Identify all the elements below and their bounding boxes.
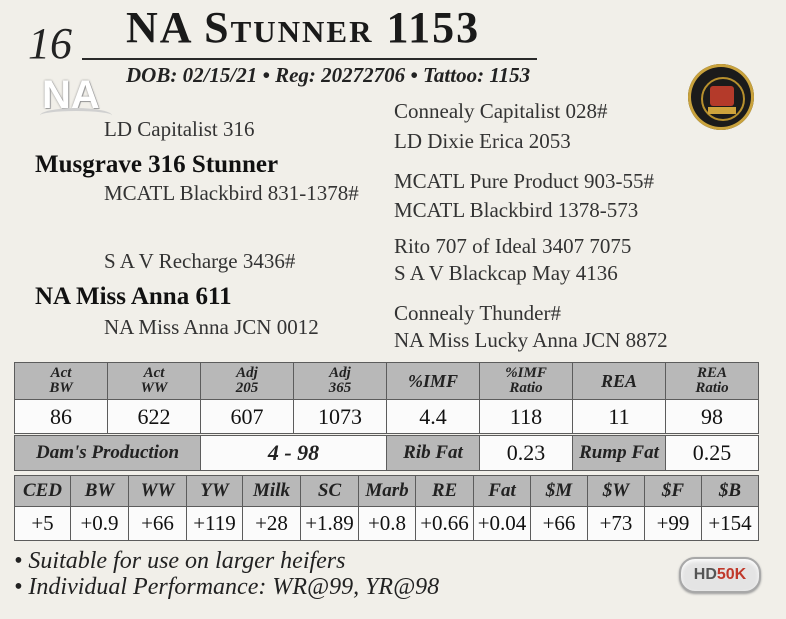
pedigree-sire-sire-sire: Connealy Capitalist 028# bbox=[394, 99, 608, 123]
header-adj-365: Adj 365 bbox=[294, 363, 387, 400]
header-act-bw: Act BW bbox=[15, 363, 108, 400]
epd-value-f: +99 bbox=[645, 507, 702, 541]
hd50k-logo-icon bbox=[679, 557, 761, 593]
rump-fat-value: 0.25 bbox=[666, 436, 759, 471]
seal-emblem bbox=[710, 86, 734, 106]
epd-value-milk: +28 bbox=[243, 507, 301, 541]
value-adj-205: 607 bbox=[201, 400, 294, 434]
performance-value-row bbox=[15, 400, 759, 434]
value-rea: 11 bbox=[573, 400, 666, 434]
lot-number: 16 bbox=[28, 19, 72, 68]
header-act-ww: Act WW bbox=[108, 363, 201, 400]
rib-fat-label: Rib Fat bbox=[387, 436, 480, 471]
header-rea: REA bbox=[573, 363, 666, 400]
value-act-bw: 86 bbox=[15, 400, 108, 434]
note-heifer-use: • Suitable for use on larger heifers bbox=[14, 548, 346, 574]
rump-fat-label: Rump Fat bbox=[573, 436, 666, 471]
breed-seal-icon bbox=[688, 64, 754, 130]
production-table bbox=[14, 435, 759, 471]
epd-header-b: $B bbox=[702, 476, 759, 507]
value-imf: 4.4 bbox=[387, 400, 480, 434]
value-act-ww: 622 bbox=[108, 400, 201, 434]
epd-header-w: $W bbox=[588, 476, 645, 507]
header-imf-ratio: %IMF Ratio bbox=[480, 363, 573, 400]
performance-header-row bbox=[15, 363, 759, 400]
epd-header-re: RE bbox=[416, 476, 474, 507]
epd-value-re: +0.66 bbox=[416, 507, 474, 541]
animal-name: NA Stunner 1153 bbox=[126, 3, 481, 52]
epd-header-bw: BW bbox=[71, 476, 129, 507]
epd-header-row bbox=[15, 476, 759, 507]
epd-header-ced: CED bbox=[15, 476, 71, 507]
pedigree-sire-dam: MCATL Blackbird 831-1378# bbox=[104, 181, 359, 205]
hd50k-logo-hd: HD bbox=[693, 566, 717, 583]
pedigree-dam-dam-sire: Connealy Thunder# bbox=[394, 301, 561, 325]
epd-value-yw: +119 bbox=[187, 507, 243, 541]
epd-value-marb: +0.8 bbox=[359, 507, 416, 541]
epd-table bbox=[14, 475, 759, 541]
epd-value-ww: +66 bbox=[129, 507, 187, 541]
epd-header-ww: WW bbox=[129, 476, 187, 507]
epd-header-yw: YW bbox=[187, 476, 243, 507]
epd-header-marb: Marb bbox=[359, 476, 416, 507]
epd-header-fat: Fat bbox=[474, 476, 531, 507]
pedigree-dam-sire: S A V Recharge 3436# bbox=[104, 249, 296, 273]
epd-header-sc: SC bbox=[301, 476, 359, 507]
dams-production-value: 4 - 98 bbox=[201, 436, 387, 471]
pedigree-sire-dam-dam: MCATL Blackbird 1378-573 bbox=[394, 198, 639, 222]
na-logo-icon: NA bbox=[42, 73, 100, 117]
pedigree-sire-sire-dam: LD Dixie Erica 2053 bbox=[394, 129, 571, 153]
production-row bbox=[15, 436, 759, 471]
header-imf: %IMF bbox=[387, 363, 480, 400]
dams-production-label: Dam's Production bbox=[15, 436, 201, 471]
epd-value-m: +66 bbox=[531, 507, 588, 541]
epd-header-m: $M bbox=[531, 476, 588, 507]
hd50k-logo-50k: 50K bbox=[716, 566, 747, 583]
epd-value-row bbox=[15, 507, 759, 541]
title-divider bbox=[82, 58, 537, 60]
epd-value-bw: +0.9 bbox=[71, 507, 129, 541]
epd-header-milk: Milk bbox=[243, 476, 301, 507]
pedigree-dam-sire-sire: Rito 707 of Ideal 3407 7075 bbox=[394, 234, 632, 258]
performance-table bbox=[14, 362, 759, 434]
epd-value-ced: +5 bbox=[15, 507, 71, 541]
na-logo-swoosh bbox=[40, 108, 112, 123]
epd-value-w: +73 bbox=[588, 507, 645, 541]
animal-meta: DOB: 02/15/21 • Reg: 20272706 • Tattoo: 1153 bbox=[126, 63, 531, 87]
pedigree-sire-sire: LD Capitalist 316 bbox=[104, 117, 255, 141]
epd-value-b: +154 bbox=[702, 507, 759, 541]
pedigree-dam: NA Miss Anna 611 bbox=[35, 283, 232, 310]
header-adj-205: Adj 205 bbox=[201, 363, 294, 400]
pedigree-sire: Musgrave 316 Stunner bbox=[35, 151, 279, 178]
pedigree-dam-sire-dam: S A V Blackcap May 4136 bbox=[394, 261, 618, 285]
value-rea-ratio: 98 bbox=[666, 400, 759, 434]
epd-header-f: $F bbox=[645, 476, 702, 507]
header-rea-ratio: REA Ratio bbox=[666, 363, 759, 400]
pedigree-dam-dam: NA Miss Anna JCN 0012 bbox=[104, 315, 319, 339]
pedigree-sire-dam-sire: MCATL Pure Product 903-55# bbox=[394, 169, 654, 193]
seal-banner bbox=[708, 107, 736, 114]
pedigree-dam-dam-dam: NA Miss Lucky Anna JCN 8872 bbox=[394, 328, 668, 352]
epd-value-fat: +0.04 bbox=[474, 507, 531, 541]
note-individual-performance: • Individual Performance: WR@99, YR@98 bbox=[14, 574, 440, 600]
epd-value-sc: +1.89 bbox=[301, 507, 359, 541]
value-adj-365: 1073 bbox=[294, 400, 387, 434]
rib-fat-value: 0.23 bbox=[480, 436, 573, 471]
value-imf-ratio: 118 bbox=[480, 400, 573, 434]
